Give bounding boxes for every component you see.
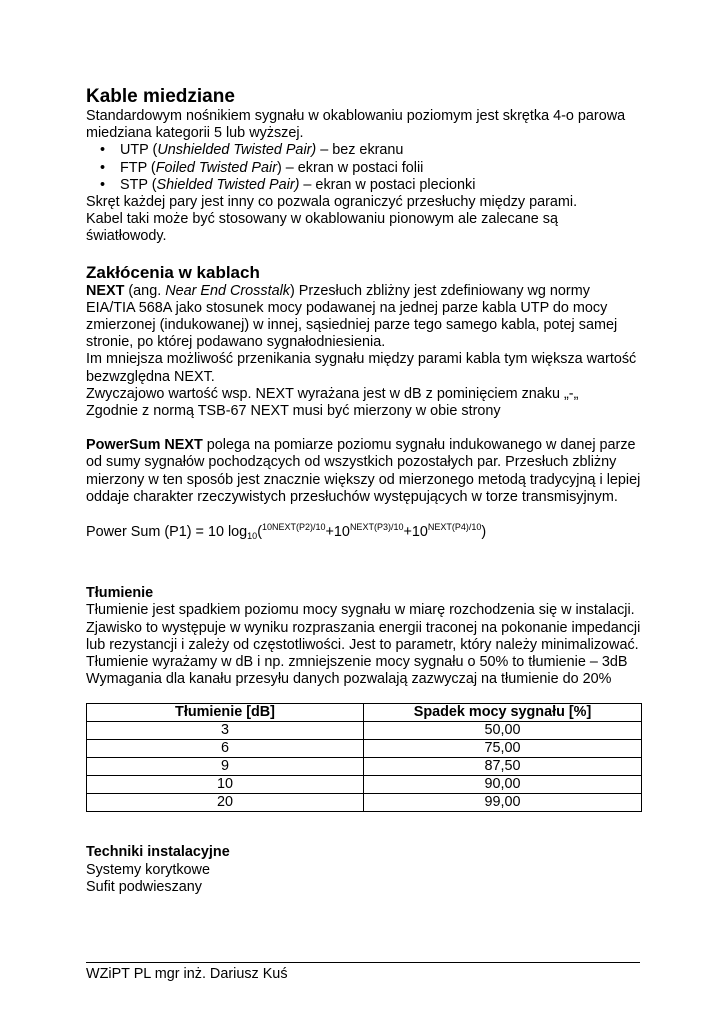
paragraph-powersum: PowerSum NEXT polega na pomiarze poziomu sygnału indukowanego w danej parze od sumy sygnałów pochodzących od wszystkich pozostałych par. Przesłuch zbliżny mierzony w ten sposób jest znacznie większy od mierzonego metodą tradycyjną i lepiej oddaje charakter rzeczywistych przesłuchów występujących w torze transmisyjnym.: [86, 437, 641, 505]
page-footer: WZiPT PL mgr inż. Dariusz Kuś: [86, 962, 640, 983]
attenuation-table: [86, 703, 642, 812]
table-header-row: [87, 704, 642, 722]
list-item-stp: • STP (Shielded Twisted Pair) – ekran w postaci plecionki: [86, 177, 642, 194]
column-header-power-drop: Spadek mocy sygnału [%]: [364, 704, 642, 722]
list-item-ftp: • FTP (Foiled Twisted Pair) – ekran w postaci folii: [86, 160, 642, 177]
paragraph-tlumienie-def: Tłumienie jest spadkiem poziomu mocy sygnału w miarę rozchodzenia się w instalacji. Zjawisko to występuje w wyniku rozpraszania energii traconej na pokonanie impedancji lub rezystancji i zależy od częstotliwości. Jest to parametr, który należy minimalizować.: [86, 602, 641, 653]
heading-techniki: Techniki instalacyjne: [86, 844, 230, 861]
paragraph-next-definition: NEXT (ang. Near End Crosstalk) Przesłuch zbliżny jest zdefiniowany wg normy EIA/TIA 568A jako stosunek mocy podawanej na jednej parze kabla UTP do mocy zmierzonej (indukowanej) w innej, sąsiedniej parze tego samego kabla, potej samej stronie, po której podawano sygnałodniesienia.: [86, 282, 618, 351]
powersum-formula: Power Sum (P1) = 10 $\log_{10}(^{10NEXT(P2)/10}+10^{NEXT(P3)/10}+10^{NEXT(P4)/10})$: [86, 522, 487, 542]
paragraph-tlumienie-db: Tłumienie wyrażamy w dB i np. zmniejszenie mocy sygnału o 50% to tłumienie – 3dB: [86, 654, 628, 671]
table-row: 20 99,00: [87, 794, 642, 812]
table-row: 6 75,00: [87, 740, 642, 758]
paragraph-vertical: Kabel taki może być stosowany w okablowaniu pionowym ale zalecane są światłowody.: [86, 211, 558, 245]
paragraph-tsb67: Zgodnie z normą TSB-67 NEXT musi być mierzony w obie strony: [86, 403, 501, 420]
cable-type-list: [86, 142, 642, 194]
table-row: 10 90,00: [87, 776, 642, 794]
column-header-attenuation: Tłumienie [dB]: [87, 704, 364, 722]
paragraph-next-value: Im mniejsza możliwość przenikania sygnału między parami kabla tym większa wartość bezwzględna NEXT.: [86, 351, 637, 385]
heading-tlumienie: Tłumienie: [86, 585, 154, 602]
list-item-utp: • UTP (Unshielded Twisted Pair) – bez ekranu: [86, 142, 642, 159]
paragraph-twist: Skręt każdej pary jest inny co pozwala ograniczyć przesłuchy między parami.: [86, 194, 578, 211]
paragraph-tlumienie-req: Wymagania dla kanału przesyłu danych pozwalają zazwyczaj na tłumienie do 20%: [86, 671, 612, 688]
table-row: 9 87,50: [87, 758, 642, 776]
paragraph-next-db: Zwyczajowo wartość wsp. NEXT wyrażana jest w dB z pominięciem znaku „-„: [86, 385, 579, 402]
document-body: [86, 85, 642, 896]
table-row: 3 50,00: [87, 722, 642, 740]
line-systemy-korytkowe: Systemy korytkowe: [86, 861, 210, 878]
heading-zaklocenia: Zakłócenia w kablach: [86, 262, 260, 282]
line-sufit-podwieszany: Sufit podwieszany: [86, 878, 202, 895]
paragraph-intro: Standardowym nośnikiem sygnału w okablowaniu poziomym jest skrętka 4-o parowa miedziana kategorii 5 lub wyższej.: [86, 108, 626, 142]
heading-kable-miedziane: Kable miedziane: [86, 86, 235, 107]
